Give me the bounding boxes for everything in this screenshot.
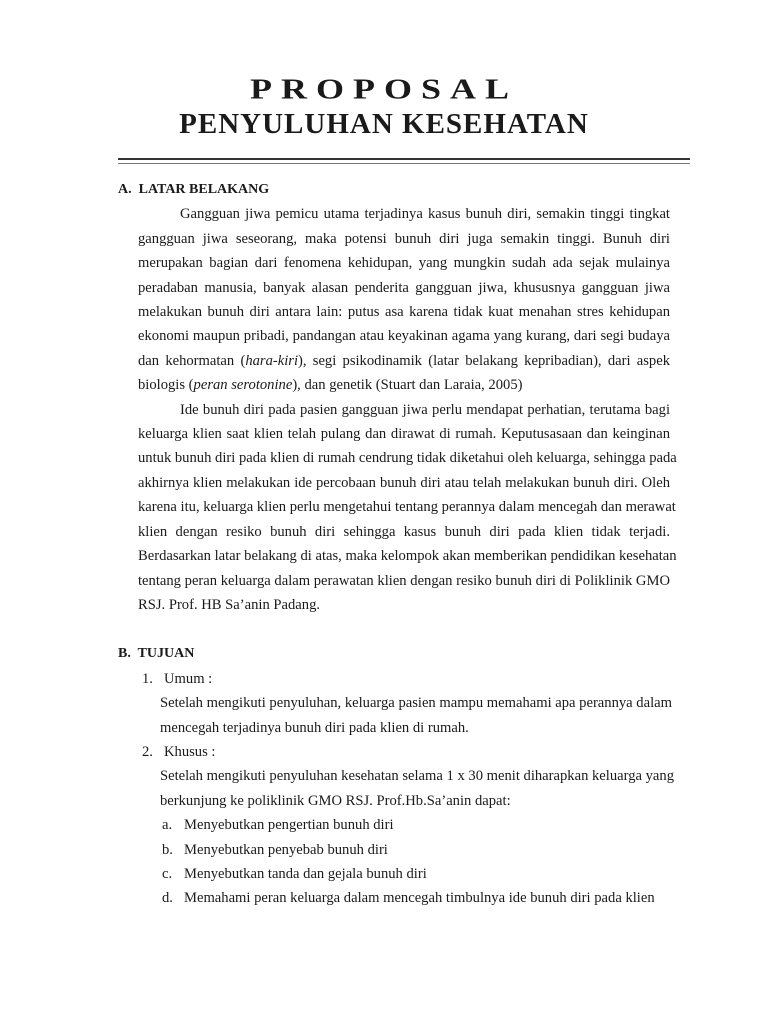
list-label: Khusus : [164, 743, 216, 760]
list-item [162, 862, 670, 886]
text-line: Gangguan jiwa pemicu utama terjadinya kasus bunuh diri, semakin tinggi tingkat [180, 206, 670, 223]
title-proposal: PROPOSAL [249, 73, 518, 105]
text-line: akhirnya klien melakukan ide percobaan bunuh diri atau telah melakukan bunuh diri. Oleh [138, 474, 670, 491]
tujuan-khusus [142, 740, 670, 764]
italic-term: peran serotonine [193, 377, 293, 394]
text-line: ekonomi maupun pribadi, pandangan atau keyakinan agama yang kurang, dari segi budaya [138, 328, 670, 345]
text-line: tentang peran keluarga dalam perawatan klien dengan resiko bunuh diri di Poliklinik GMO [138, 572, 670, 589]
title-divider [118, 158, 690, 164]
text-line: klien dengan resiko bunuh diri sehingga kasus bunuh diri pada klien tidak terjadi. [138, 523, 670, 540]
list-text: Memahami peran keluarga dalam mencegah timbulnya ide bunuh diri pada klien [184, 890, 655, 907]
text-line: berkunjung ke poliklinik GMO RSJ. Prof.Hb.Sa’anin dapat: [160, 792, 511, 809]
text-segment: dan kehormatan ( [138, 352, 246, 369]
list-letter: a. [162, 817, 173, 834]
list-text: Menyebutkan tanda dan gejala bunuh diri [184, 865, 427, 882]
document-body [118, 178, 678, 911]
heading-tujuan: B. TUJUAN [118, 646, 195, 662]
text-line: mencegah terjadinya bunuh diri pada klien di rumah. [160, 719, 469, 736]
tujuan-list [142, 667, 675, 911]
list-text: Menyebutkan pengertian bunuh diri [184, 817, 394, 834]
paragraph-latar-belakang [138, 202, 677, 617]
list-letter: b. [162, 841, 173, 858]
list-number: 1. [142, 670, 153, 687]
text-line: peradaban manusia, banyak alasan penderita gangguan jiwa, khususnya gangguan jiwa [138, 279, 670, 296]
list-label: Umum : [164, 670, 213, 687]
text-line [138, 373, 670, 397]
text-line: melakukan bunuh diri antara lain: putus asa karena tidak kuat menahan stres kehidupan [138, 304, 670, 321]
list-letter: c. [162, 865, 173, 882]
list-letter: d. [162, 890, 173, 907]
text-line: RSJ. Prof. HB Sa’anin Padang. [138, 596, 321, 613]
list-item [162, 838, 670, 862]
list-item [162, 886, 670, 910]
text-line: gangguan jiwa seseorang, maka potensi bunuh diri juga semakin tinggi. Bunuh diri [138, 230, 670, 247]
title-penyuluhan-kesehatan: PENYULUHAN KESEHATAN [179, 108, 589, 140]
text-segment: ), segi psikodinamik (latar belakang kepribadian), dari aspek [298, 352, 670, 369]
text-segment: ), dan genetik (Stuart dan Laraia, 2005) [292, 377, 523, 394]
umum-text [142, 691, 670, 740]
khusus-text [142, 764, 675, 813]
heading-latar-belakang: A. LATAR BELAKANG [118, 182, 270, 197]
khusus-items [142, 813, 670, 911]
text-line: keluarga klien saat klien telah pulang dan dirawat di rumah. Keputusasaan dan keinginan [138, 426, 670, 443]
text-line: Ide bunuh diri pada pasien gangguan jiwa perlu mendapat perhatian, terutama bagi [180, 401, 670, 418]
text-line: Berdasarkan latar belakang di atas, maka kelompok akan memberikan pendidikan kesehatan [138, 548, 677, 565]
italic-term: hara-kiri [245, 352, 299, 369]
tujuan-umum [142, 667, 670, 691]
text-line: untuk bunuh diri pada klien di rumah cendrung tidak diketahui oleh keluarga, sehingga pada [138, 450, 677, 467]
text-line: merupakan bagian dari fenomena kehidupan, yang mungkin sudah ada sejak mulainya [138, 255, 670, 272]
text-line: karena itu, keluarga klien perlu mengetahui tentang perannya dalam mencegah dan merawat [138, 499, 676, 516]
text-line: Setelah mengikuti penyuluhan kesehatan selama 1 x 30 menit diharapkan keluarga yang [160, 768, 675, 785]
text-line: Setelah mengikuti penyuluhan, keluarga pasien mampu memahami apa perannya dalam [160, 695, 672, 712]
text-line [138, 349, 670, 373]
list-number: 2. [142, 743, 153, 760]
text-segment: biologis ( [138, 377, 194, 394]
list-text: Menyebutkan penyebab bunuh diri [184, 841, 388, 858]
title-block [0, 72, 768, 140]
list-item [162, 813, 670, 837]
